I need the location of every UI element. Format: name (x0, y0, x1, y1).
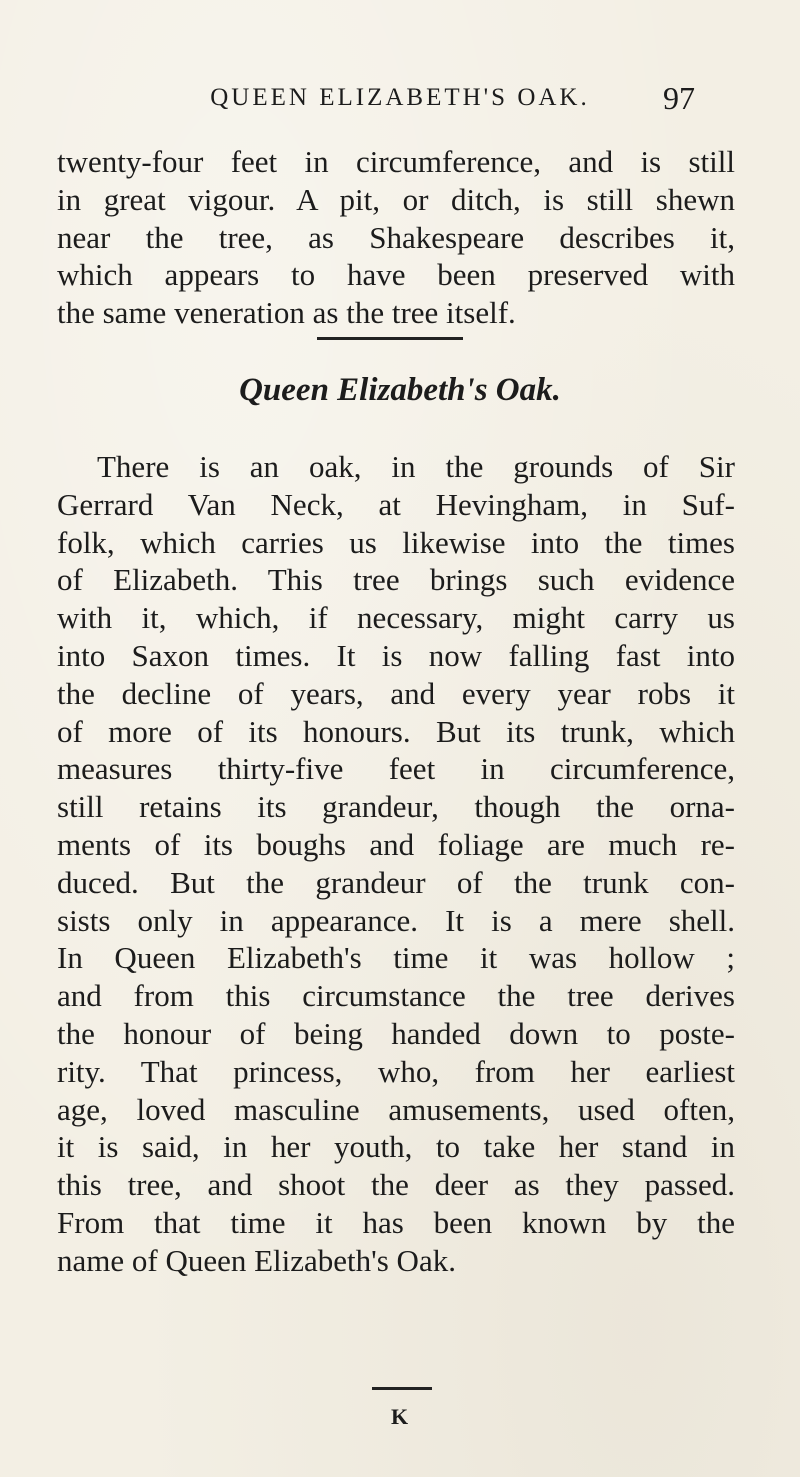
text-line: Gerrard Van Neck, at Hevingham, in Suf- (57, 486, 735, 522)
section-divider-rule (317, 337, 463, 340)
text-line: From that time it has been known by the (57, 1204, 735, 1240)
text-line: In Queen Elizabeth's time it was hollow ; (57, 940, 735, 976)
text-line: There is an oak, in the grounds of Sir (97, 449, 735, 484)
text-line: which appears to have been preserved with (57, 257, 735, 293)
text-line: and from this circumstance the tree derives (57, 978, 735, 1014)
text-line: in great vigour. A pit, or ditch, is still shewn (57, 181, 735, 217)
signature-mark: K (390, 1404, 410, 1429)
section-title: Queen Elizabeth's Oak. (239, 372, 561, 408)
footer-rule (372, 1387, 432, 1390)
text-line: age, loved masculine amusements, used often, (57, 1091, 735, 1127)
section-paragraph (57, 448, 735, 1280)
text-line: this tree, and shoot the deer as they passed. (57, 1167, 735, 1203)
text-line: with it, which, if necessary, might carry us (57, 600, 735, 636)
text-line: rity. That princess, who, from her earliest (57, 1053, 735, 1089)
text-line: it is said, in her youth, to take her stand in (57, 1129, 735, 1165)
text-line: the same veneration as the tree itself. (57, 295, 516, 331)
text-line: sists only in appearance. It is a mere shell. (57, 902, 735, 938)
text-line: folk, which carries us likewise into the times (57, 524, 735, 560)
text-line: name of Queen Elizabeth's Oak. (57, 1242, 456, 1278)
intro-paragraph (57, 143, 735, 332)
text-line: into Saxon times. It is now falling fast into (57, 637, 735, 673)
text-line: near the tree, as Shakespeare describes it, (57, 219, 735, 255)
text-line: of Elizabeth. This tree brings such evidence (57, 562, 735, 598)
text-line: still retains its grandeur, though the orna- (57, 789, 735, 825)
running-head (0, 78, 800, 118)
text-line: measures thirty-five feet in circumference, (57, 751, 735, 787)
text-line: the honour of being handed down to poste- (57, 1015, 735, 1051)
running-title: QUEEN ELIZABETH'S OAK. (210, 84, 590, 111)
text-line: duced. But the grandeur of the trunk con- (57, 864, 735, 900)
text-line: twenty-four feet in circumference, and is still (57, 144, 735, 179)
page-number: 97 (663, 80, 695, 116)
text-line: the decline of years, and every year robs it (57, 675, 735, 711)
text-line: ments of its boughs and foliage are much re- (57, 826, 735, 862)
text-line: of more of its honours. But its trunk, which (57, 713, 735, 749)
